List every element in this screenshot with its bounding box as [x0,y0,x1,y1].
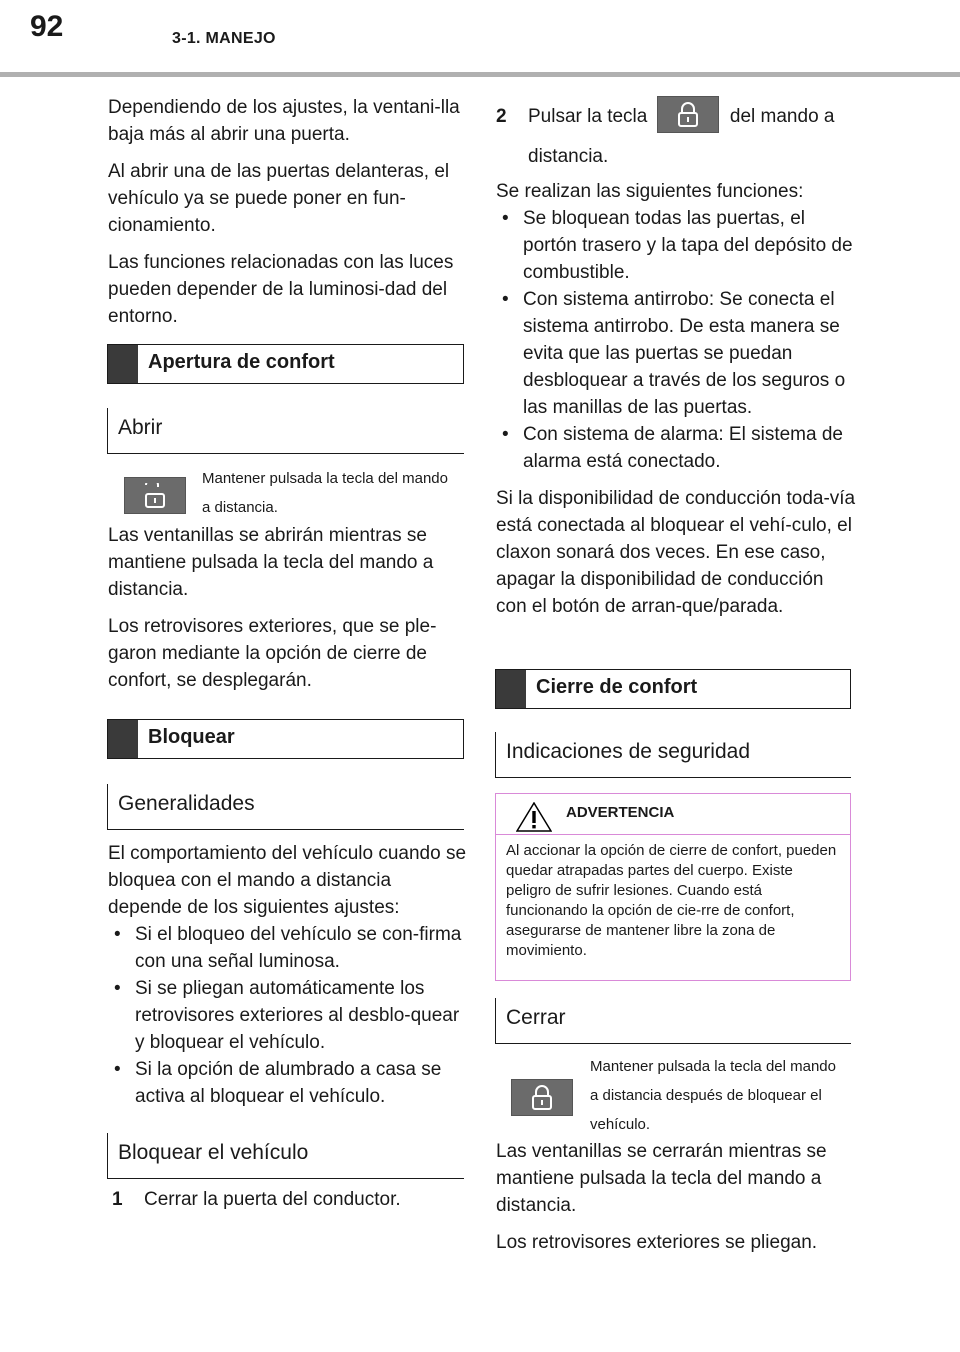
list-item: • Si se pliegan automáticamente los retrovisores exteriores al desblo-quear y bloquear el vehículo. [108,975,468,1056]
section-title: Cierre de confort [536,676,698,698]
lock-key-button [511,1079,573,1116]
step-number: 1 [112,1189,123,1210]
paragraph: El comportamiento del vehículo cuando se bloquea con el mando a distancia depende de los siguientes ajustes: [108,843,467,918]
subheading-cerrar [495,998,851,1044]
chapter-title: 3-1. MANEJO [172,30,276,47]
step-number: 2 [496,106,507,127]
subheading-label: Cerrar [506,1006,566,1029]
lock-icon [675,102,701,128]
paragraph: Dependiendo de los ajustes, la ventani-lla baja más al abrir una puerta. [108,97,460,145]
subheading-label: Abrir [118,416,163,439]
step-text-after: del mando a [729,106,835,127]
list-item: • Si la opción de alumbrado a casa se activa al bloquear el vehículo. [108,1056,468,1110]
subheading-indicaciones [495,732,851,778]
lock-key-button [657,96,719,133]
warning-title: ADVERTENCIA [566,804,675,821]
page-number: 92 [30,10,64,43]
paragraph: Se realizan las siguientes funciones: [496,181,804,202]
subheading-label: Generalidades [118,792,255,815]
lock-icon [529,1085,555,1111]
subheading-abrir [107,408,464,454]
section-title: Apertura de confort [148,351,335,373]
bullet-list [108,921,468,1110]
functions-text [496,178,856,630]
step-text: Cerrar la puerta del conductor. [144,1189,401,1210]
section-heading-bloquear [107,719,464,759]
step-text-continued: distancia. [528,146,609,167]
subheading-bloquear-vehiculo [107,1133,464,1179]
unlock-icon [142,483,168,509]
abrir-text [108,522,468,704]
paragraph: Los retrovisores exteriores se pliegan. [496,1232,818,1253]
section-heading-apertura [107,344,464,384]
intro-text [108,94,468,340]
paragraph: Las ventanillas se abrirán mientras se mantiene pulsada la tecla del mando a distancia. [108,525,434,600]
paragraph: Las ventanillas se cerrarán mientras se mantiene pulsada la tecla del mando a distancia. [496,1141,827,1216]
cerrar-key-instruction: Mantener pulsada la tecla del mando a distancia después de bloquear el vehículo. [590,1058,836,1133]
section-heading-cierre [495,669,851,709]
warning-triangle-icon [516,802,552,832]
warning-text: Al accionar la opción de cierre de confort, pueden quedar atrapadas partes del cuerpo. Existe peligro de sufrir lesiones. Cuando está funcionando la opción de cie-rre de confort, asegurarse de mantener libre la zona de movimiento. [506,842,837,959]
list-item: • Con sistema antirrobo: Se conecta el sistema antirrobo. De esta manera se evita que las puertas se puedan desbloquear a través de los seguros o las manillas de las puertas. [496,286,856,421]
header-rule [0,72,960,77]
warning-box [495,793,851,981]
step-text-before: Pulsar la tecla [528,106,648,127]
section-title: Bloquear [148,726,235,748]
cerrar-text [496,1138,856,1266]
subheading-label: Bloquear el vehículo [118,1141,309,1164]
paragraph: Los retrovisores exteriores, que se ple-garon mediante la opción de cierre de confort, se desplegarán. [108,616,437,691]
unlock-key-button [124,477,186,514]
generalidades-text [108,840,468,1120]
abrir-key-instruction: Mantener pulsada la tecla del mando a distancia. [202,470,448,516]
paragraph: Al abrir una de las puertas delanteras, el vehículo ya se puede poner en fun-cionamiento. [108,161,450,236]
subheading-label: Indicaciones de seguridad [506,740,751,763]
list-item: • Si el bloqueo del vehículo se con-firma con una señal luminosa. [108,921,468,975]
step-1 [112,1186,468,1213]
paragraph: Si la disponibilidad de conducción toda-vía está conectada al bloquear el vehí-culo, el claxon sonará dos veces. En ese caso, apagar la disponibilidad de conducción con el botón de arran-que/parada. [496,488,856,617]
subheading-generalidades [107,784,464,830]
list-item: • Se bloquean todas las puertas, el portón trasero y la tapa del depósito de combustible. [496,205,856,286]
bullet-list [496,205,856,475]
paragraph: Las funciones relacionadas con las luces pueden depender de la luminosi-dad del entorno. [108,252,454,327]
list-item: • Con sistema de alarma: El sistema de alarma está conectado. [496,421,856,475]
